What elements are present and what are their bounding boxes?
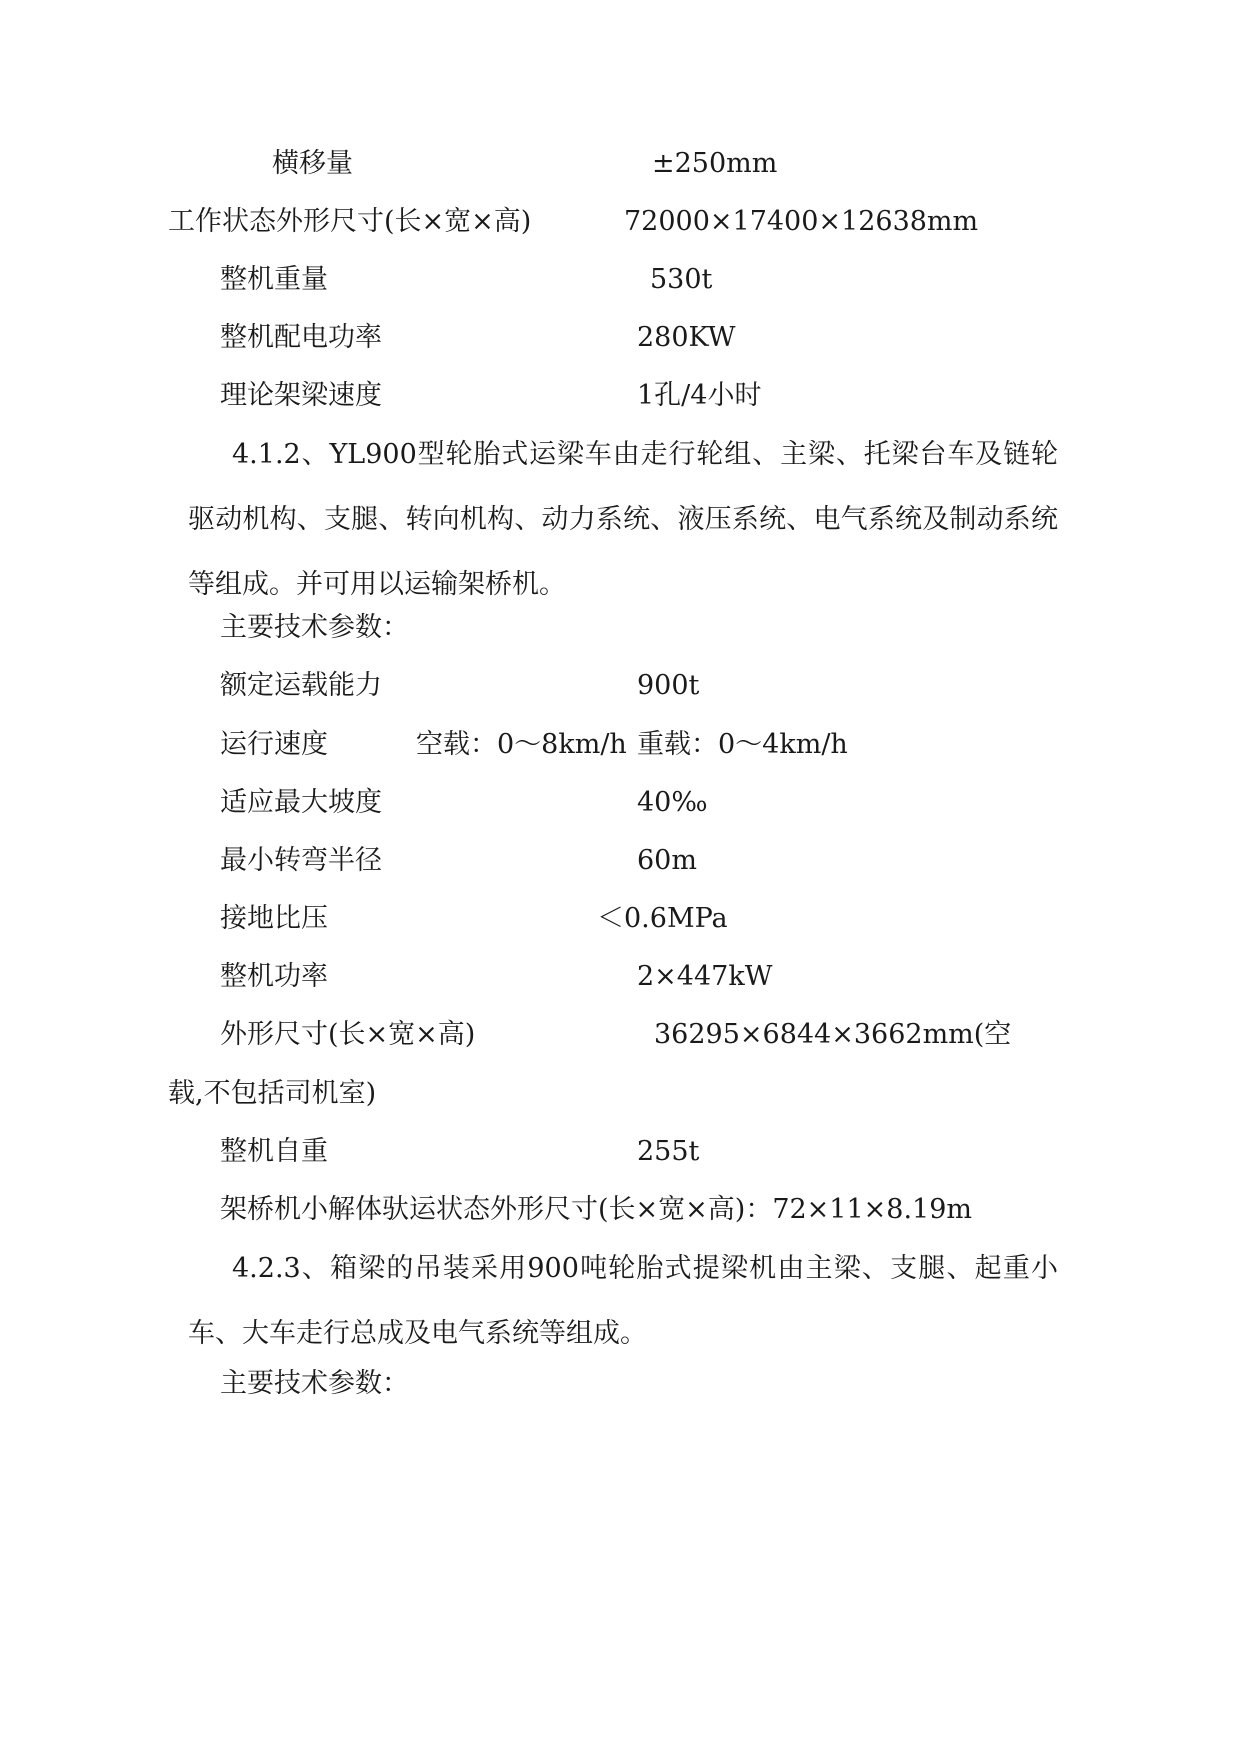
spec-label-weight: 整机重量	[220, 264, 328, 295]
spec-label-dims: 外形尺寸(长×宽×高)	[220, 1019, 476, 1050]
spec-value-work-dims: 72000×17400×12638mm	[624, 206, 979, 237]
spec-value-empty-speed: 空载：0～8km/h	[416, 729, 627, 760]
spec-value-slope: 40‰	[637, 787, 708, 818]
paragraph-4-2-3: 4.2.3、箱梁的吊装采用900吨轮胎式提梁机由主梁、支腿、起重小车、大车走行总成及电气系统等组成。	[188, 1253, 1058, 1349]
spec-value-transverse: ±250mm	[652, 148, 778, 179]
spec-value-speed: 1孔/4小时	[637, 380, 762, 411]
spec-label-capacity: 额定运载能力	[220, 670, 382, 701]
spec-value-dims: 36295×6844×3662mm(空	[654, 1019, 1012, 1050]
params-heading-2: 主要技术参数：	[220, 1368, 409, 1399]
spec-label-self-weight: 整机自重	[220, 1136, 328, 1167]
spec-value-capacity: 900t	[637, 670, 700, 701]
spec-value-power: 280KW	[637, 322, 736, 353]
spec-label-pressure: 接地比压	[220, 903, 328, 934]
spec-value-loaded-speed: 重载：0～4km/h	[637, 729, 848, 760]
spec-value-self-weight: 255t	[637, 1136, 700, 1167]
spec-value-pressure: ＜0.6MPa	[597, 903, 728, 934]
spec-value-radius: 60m	[637, 845, 697, 876]
spec-label-work-dims: 工作状态外形尺寸(长×宽×高)	[168, 206, 532, 237]
spec-value-total-power: 2×447kW	[637, 961, 773, 992]
spec-value-dims-continued: 载,不包括司机室)	[168, 1078, 377, 1109]
paragraph-4-1-2: 4.1.2、YL900型轮胎式运梁车由走行轮组、主梁、托梁台车及链轮驱动机构、支腿、转向机构、动力系统、液压系统、电气系统及制动系统等组成。并可用以运输架桥机。	[188, 439, 1058, 600]
spec-transport-dims: 架桥机小解体驮运状态外形尺寸(长×宽×高)：72×11×8.19m	[220, 1194, 972, 1225]
params-heading: 主要技术参数：	[220, 612, 409, 643]
spec-label-speed: 理论架梁速度	[220, 380, 382, 411]
spec-label-radius: 最小转弯半径	[220, 845, 382, 876]
spec-value-weight: 530t	[650, 264, 713, 295]
spec-label-run-speed: 运行速度	[220, 729, 328, 760]
spec-label-transverse: 横移量	[272, 148, 353, 179]
spec-label-power: 整机配电功率	[220, 322, 382, 353]
spec-label-total-power: 整机功率	[220, 961, 328, 992]
spec-label-slope: 适应最大坡度	[220, 787, 382, 818]
